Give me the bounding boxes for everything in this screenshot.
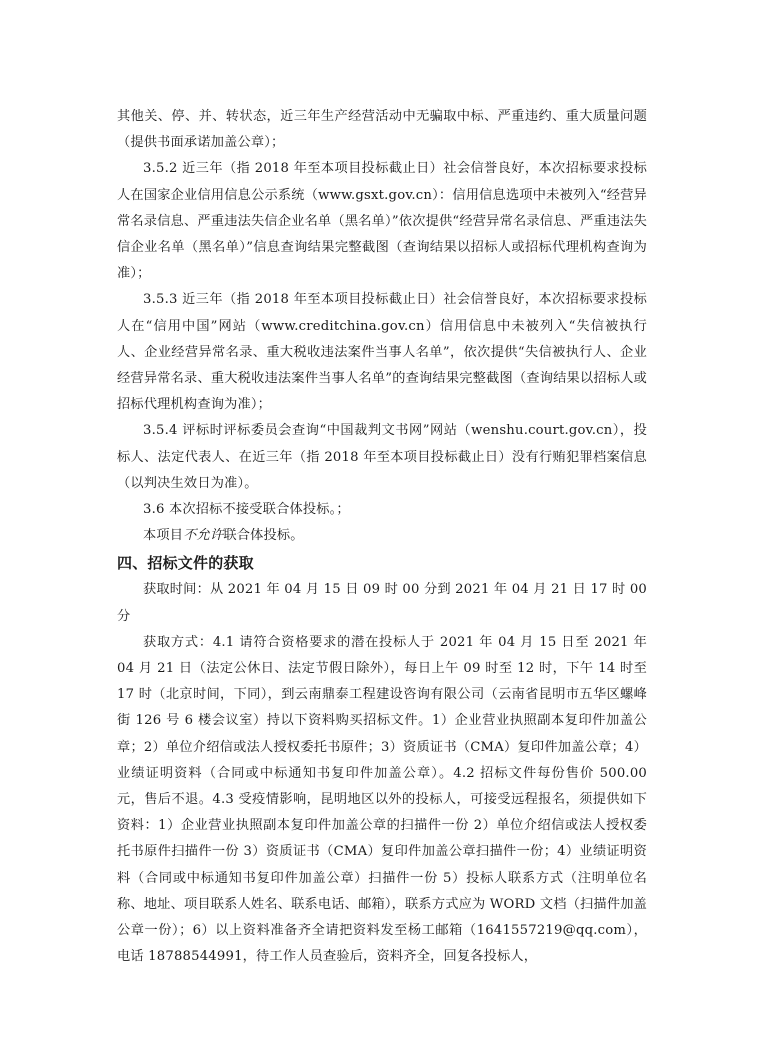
section-heading: 四、招标文件的获取 <box>117 554 254 573</box>
paragraph-acquisition-method: 获取方式：4.1 请符合资格要求的潜在投标人于 2021 年 04 月 15 日至 2021 年 04 月 21 日（法定公休日、法定节假日除外），每日上午 09 时至 12 时，下午 14 时至 17 时（北京时间，下同），到云南鼎泰工程建设咨询有限公司（云南省昆明市五华区螺峰街 126 号 6 楼会议室）持以下资料购买招标文件。1）企业营业执照副本复印件加盖公章；2）单位介绍信或法人授权委托书原件；3）资质证书（CMA）复印件加盖公章；4）业绩证明资料（合同或中标通知书复印件加盖公章）。4.2 招标文件每份售价 500.00 元，售后不退。4.3 受疫情影响，昆明地区以外的投标人，可接受远程报名，须提供如下资料：1）企业营业执照副本复印件加盖公章的扫描件一份 2）单位介绍信或法人授权委托书原件扫描件一份 3）资质证书（CMA）复印件加盖公章扫描件一份；4）业绩证明资料（合同或中标通知书复印件加盖公章）扫描件一份 5）投标人联系方式（注明单位名称、地址、项目联系人姓名、联系电话、邮箱），联系方式应为 WORD 文档（扫描件加盖公章一份）；6）以上资料准备齐全请把资料发至杨工邮箱（1641557219@qq.com），电话 18788544991，待工作人员查验后，资料齐全，回复各投标人， <box>117 634 648 965</box>
joint-bid-not-allowed: 不允许 <box>183 528 224 544</box>
paragraph-3-5-3: 3.5.3 近三年（指 2018 年至本项目投标截止日）社会信誉良好，本次招标要求投标人在“信用中国”网站（www.creditchina.gov.cn）信用信息中未被列入“失信被执行人、企业经营异常名录、重大税收违法案件当事人名单”，依次提供“失信被执行人、企业经营异常名录、重大税收违法案件当事人名单”的查询结果完整截图（查询结果以招标人或招标代理机构查询为准）； <box>117 292 647 413</box>
paragraph-3-5-4: 3.5.4 评标时评标委员会查询“中国裁判文书网”网站（wenshu.court.gov.cn），投标人、法定代表人、在近三年（指 2018 年至本项目投标截止日）没有行贿犯罪档案信息（以判决生效日为准）。 <box>117 423 647 491</box>
joint-bid-suffix: 联合体投标。 <box>223 528 304 544</box>
paragraph-status-requirement: 其他关、停、并、转状态，近三年生产经营活动中无骗取中标、严重违约、重大质量问题（提供书面承诺加盖公章）； <box>117 109 647 151</box>
paragraph-3-6: 3.6 本次招标不接受联合体投标。； <box>143 502 350 518</box>
paragraph-joint-bid <box>117 523 647 549</box>
joint-bid-prefix: 本项目 <box>143 528 184 544</box>
document-body <box>117 104 647 971</box>
paragraph-acquisition-time: 获取时间：从 2021 年 04 月 15 日 09 时 00 分到 2021 年 04 月 21 日 17 时 00 分 <box>117 582 647 624</box>
paragraph-3-5-2: 3.5.2 近三年（指 2018 年至本项目投标截止日）社会信誉良好，本次招标要求投标人在国家企业信用信息公示系统（www.gsxt.gov.cn）：信用信息选项中未被列入“经营异常名录信息、严重违法失信企业名单（黑名单）”依次提供“经营异常名录信息、严重违法失信企业名单（黑名单）”信息查询结果完整截图（查询结果以招标人或招标代理机构查询为准）； <box>117 161 647 282</box>
